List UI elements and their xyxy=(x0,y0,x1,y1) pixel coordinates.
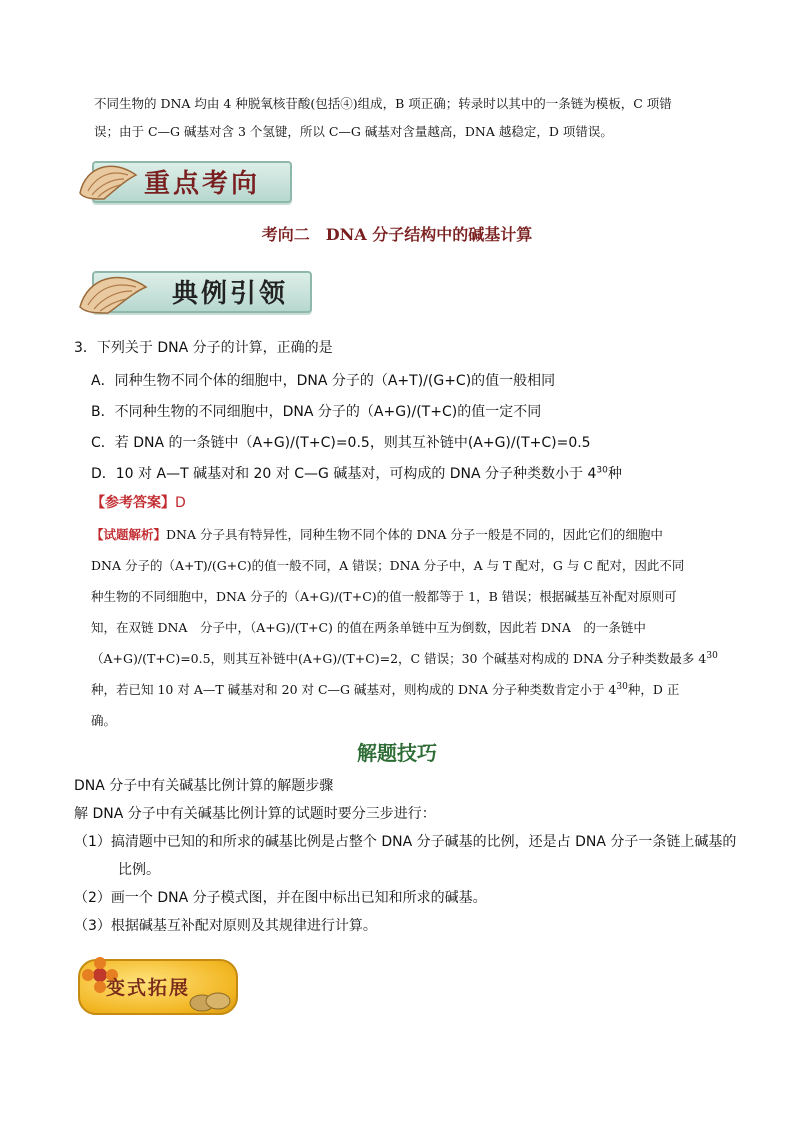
answer-label: 【参考答案】 xyxy=(91,495,175,511)
ornament-icon xyxy=(188,989,232,1015)
analysis-line-3: 种生物的不同细胞中，DNA 分子的（A+G)/(T+C)的值一般都等于 1，B 错误；根据碱基互补配对原则可 xyxy=(91,589,677,604)
tips-step-1-cont: 比例。 xyxy=(118,862,160,878)
option-a: A．同种生物不同个体的细胞中，DNA 分子的（A+T)/(G+C)的值一般相同 xyxy=(91,373,556,389)
option-b: B．不同种生物的不同细胞中，DNA 分子的（A+G)/(T+C)的值一定不同 xyxy=(91,404,542,420)
shell-icon xyxy=(74,155,144,205)
tips-intro: 解 DNA 分子中有关碱基比例计算的试题时要分三步进行： xyxy=(74,806,436,822)
option-d-text: D．10 对 A—T 碱基对和 20 对 C—G 碱基对，可构成的 DNA 分子种类数小于 4 xyxy=(91,466,597,482)
option-d-exponent: 30 xyxy=(596,465,608,476)
analysis-line-7: 确。 xyxy=(91,713,117,728)
tips-step-2: （2）画一个 DNA 分子模式图，并在图中标出已知和所求的碱基。 xyxy=(74,890,487,906)
option-d xyxy=(91,463,622,483)
tips-title: 解题技巧 xyxy=(357,741,437,765)
question-stem: 3．下列关于 DNA 分子的计算，正确的是 xyxy=(74,340,333,356)
analysis-label: 【试题解析】 xyxy=(91,527,167,542)
analysis-line-1: 【试题解析】DNA 分子具有特异性，同种生物不同个体的 DNA 分子一般是不同的，因此它们的细胞中 xyxy=(91,527,663,542)
tips-step-1: （1）搞清题中已知的和所求的碱基比例是占整个 DNA 分子碱基的比例，还是占 DNA 分子一条链上碱基的 xyxy=(74,834,737,850)
tips-subtitle: DNA 分子中有关碱基比例计算的解题步骤 xyxy=(74,778,334,794)
tips-step-3: （3）根据碱基互补配对原则及其规律进行计算。 xyxy=(74,918,377,934)
example-banner-title: 典例引领 xyxy=(172,279,289,309)
analysis-line-4: 知，在双链 DNA 分子中，（A+G)/(T+C) 的值在两条单链中互为倒数，因此若 DNA 的一条链中 xyxy=(91,620,646,635)
answer-line xyxy=(91,492,186,512)
variant-banner-title: 变式拓展 xyxy=(106,977,191,999)
answer-value: D xyxy=(175,495,186,511)
example-banner xyxy=(74,265,314,315)
analysis-line-5: （A+G)/(T+C)=0.5，则其互补链中(A+G)/(T+C)=2，C 错误；30 个碱基对构成的 DNA 分子种类数最多 $4^{30}$ xyxy=(91,650,718,666)
option-d-suffix: 种 xyxy=(607,466,622,482)
analysis-line-6: 种，若已知 10 对 A—T 碱基对和 20 对 C—G 碱基对，则构成的 DNA 分子种类数肯定小于 $4^{30}$种，D 正 xyxy=(91,681,680,697)
focus-banner-title: 重点考向 xyxy=(144,169,261,199)
intro-line-2: 误；由于 C—G 碱基对含 3 个氢键，所以 C—G 碱基对含量越高，DNA 越稳定，D 项错误。 xyxy=(94,124,613,139)
shell-icon xyxy=(74,265,154,321)
analysis-line-2: DNA 分子的（A+T)/(G+C)的值一般不同，A 错误；DNA 分子中，A 与 T 配对，G 与 C 配对，因此不同 xyxy=(91,558,685,573)
section-heading: 考向二 DNA 分子结构中的碱基计算 xyxy=(261,225,533,244)
variant-banner xyxy=(78,955,238,1017)
focus-banner xyxy=(74,155,294,205)
option-c: C．若 DNA 的一条链中（A+G)/(T+C)=0.5，则其互补链中(A+G)/(T+C)=0.5 xyxy=(91,435,591,451)
intro-line-1: 不同生物的 DNA 均由 4 种脱氧核苷酸(包括④)组成，B 项正确；转录时以其中的一条链为模板，C 项错 xyxy=(94,96,672,111)
